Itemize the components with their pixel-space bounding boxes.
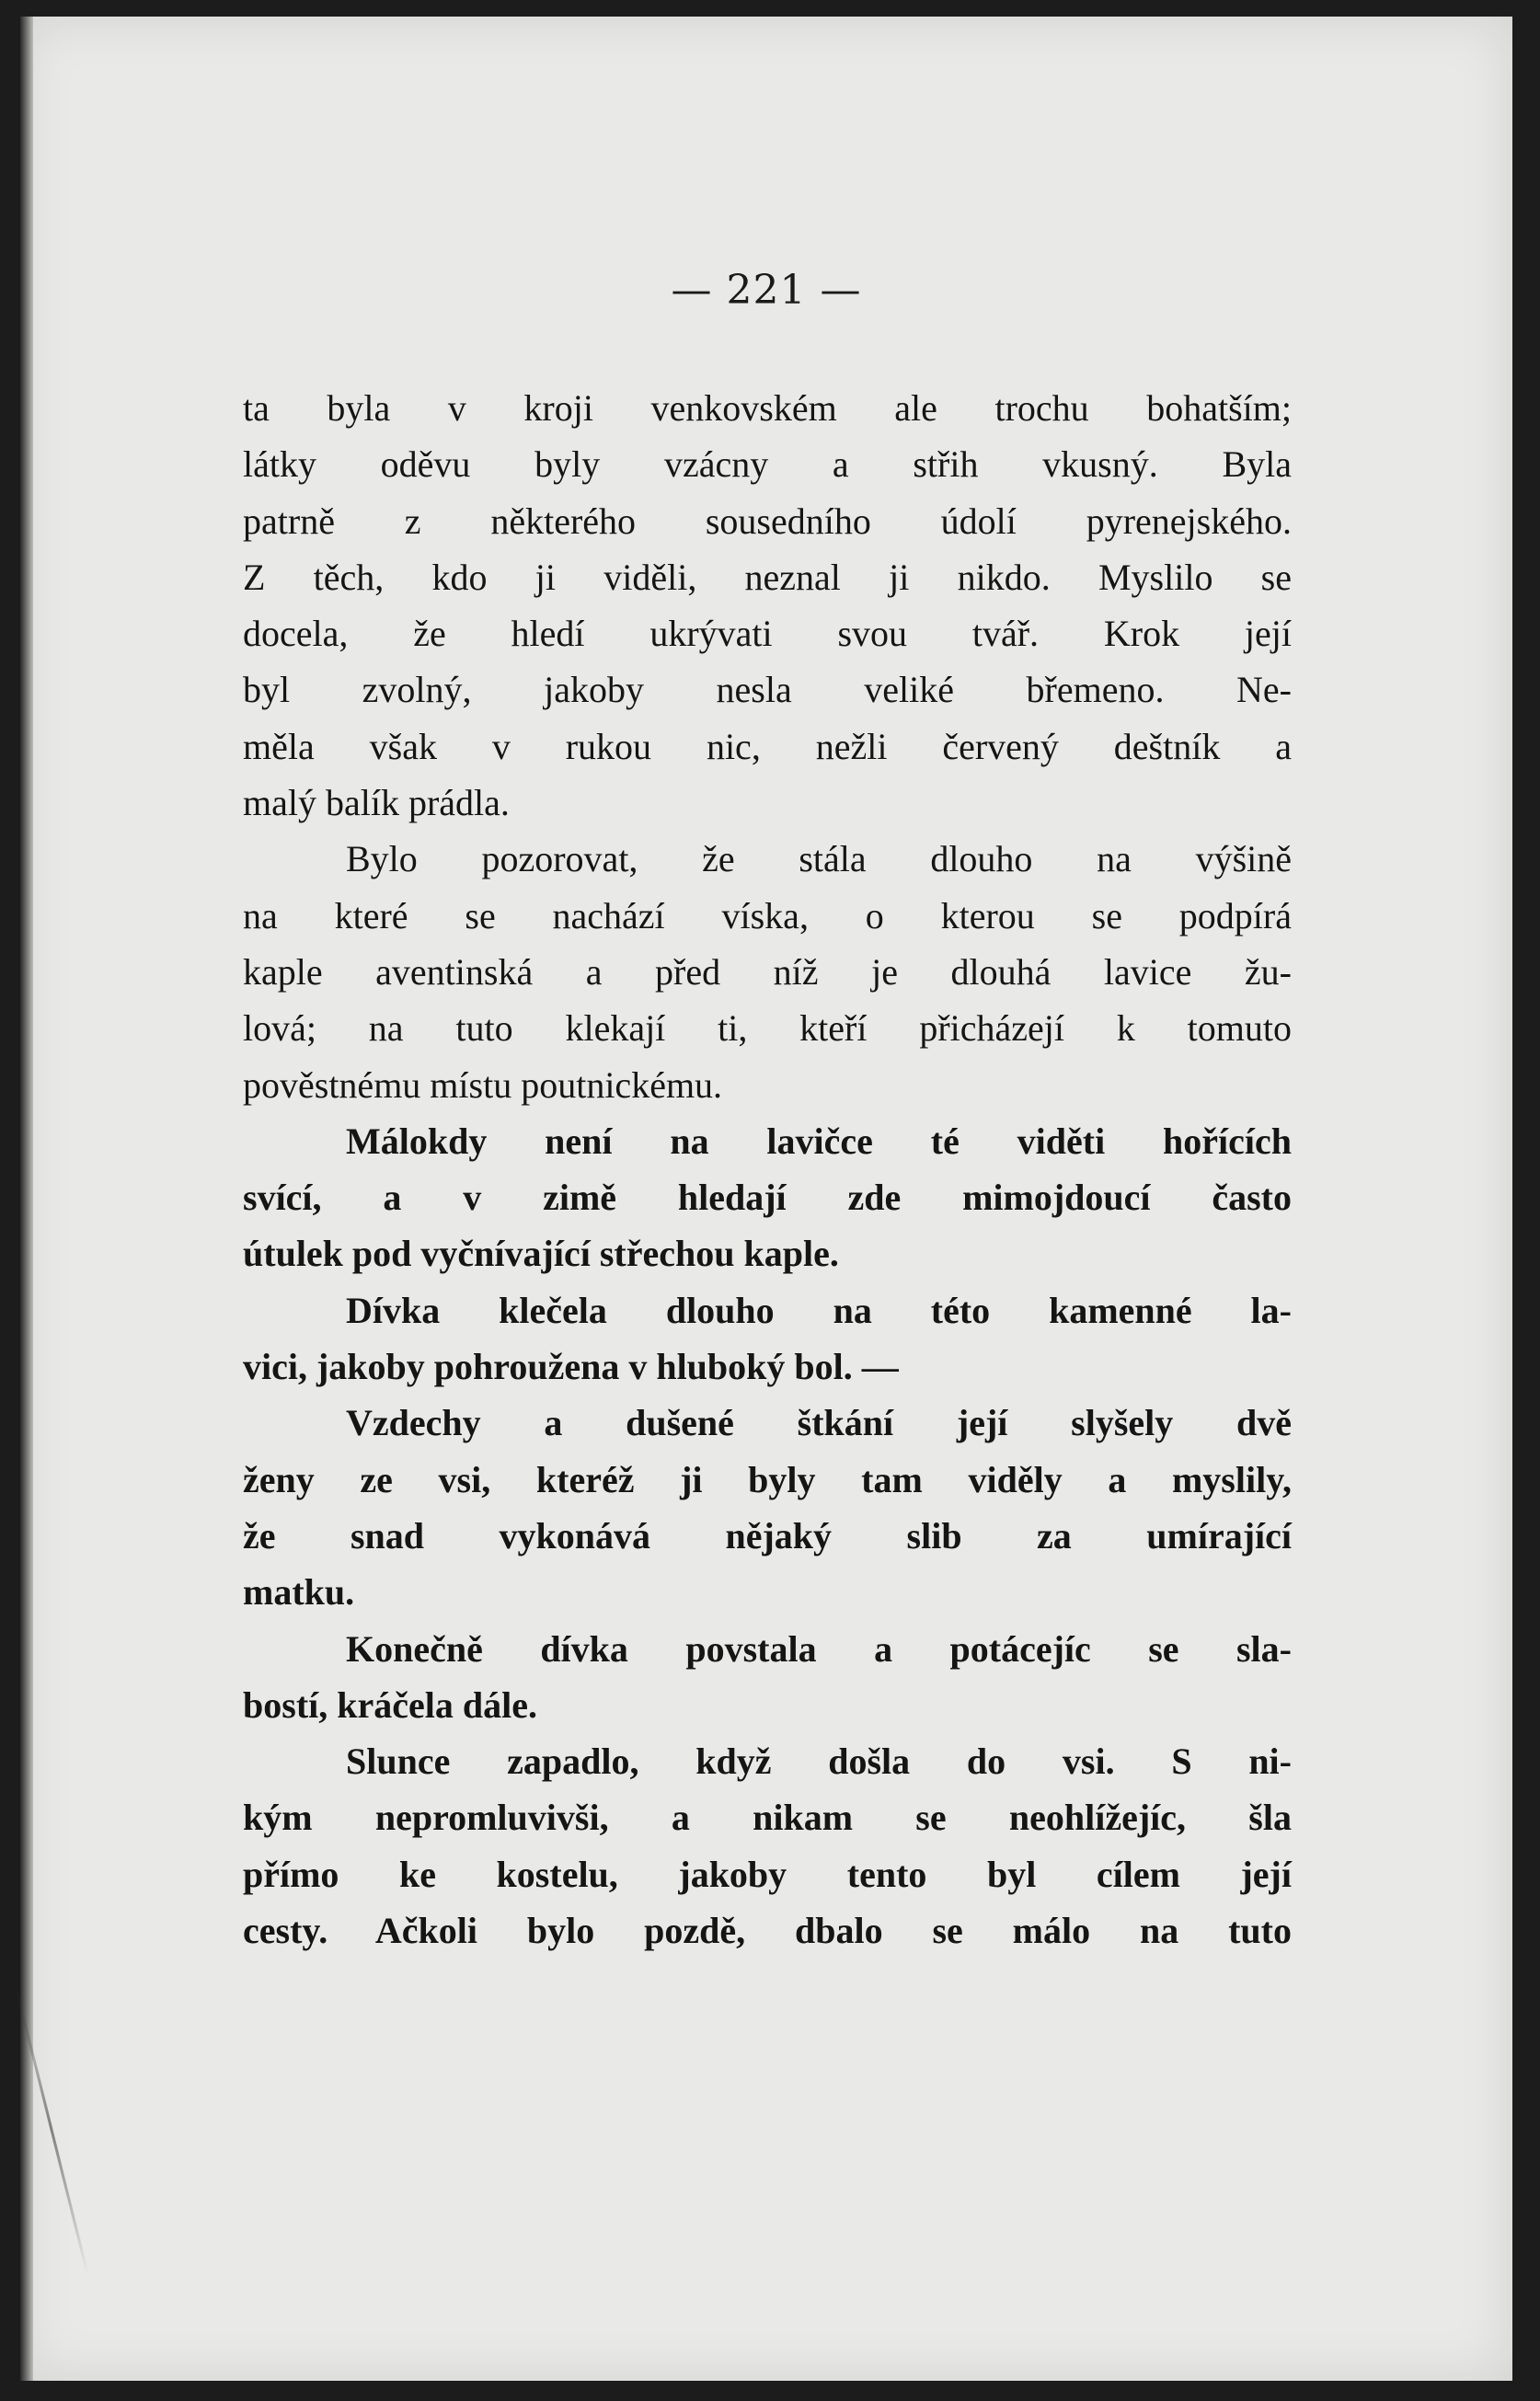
text-line: ta byla v kroji venkovském ale trochu bohatším; xyxy=(243,387,1292,429)
text-line: Málokdy není na lavičce té viděti hořících xyxy=(346,1120,1292,1162)
body-text xyxy=(243,380,1292,1959)
text-line: kým nepromluvivši, a nikam se neohlížejíc, šla xyxy=(243,1797,1292,1839)
text-line: cesty. Ačkoli bylo pozdě, dbalo se málo na tuto xyxy=(243,1910,1292,1952)
text-line: Slunce zapadlo, když došla do vsi. S ni- xyxy=(346,1740,1292,1783)
text-line: Konečně dívka povstala a potácejíc se sla- xyxy=(346,1627,1292,1670)
text-line: ženy ze vsi, kteréž ji byly tam viděly a myslily, xyxy=(243,1458,1292,1500)
text-line: Dívka klečela dlouho na této kamenné la- xyxy=(346,1289,1292,1331)
text-line: přímo ke kostelu, jakoby tento byl cílem její xyxy=(243,1853,1292,1895)
text-line: Bylo pozorovat, že stála dlouho na výšině xyxy=(346,838,1292,880)
text-line: látky oděvu byly vzácny a střih vkusný. Byla xyxy=(243,443,1292,486)
text-line: matku. xyxy=(243,1571,355,1614)
book-page xyxy=(20,17,1512,2381)
text-line: útulek pod vyčnívající střechou kaple. xyxy=(243,1233,839,1275)
text-line: že snad vykonává nějaký slib za umírající xyxy=(243,1514,1292,1557)
text-line: bostí, kráčela dále. xyxy=(243,1683,537,1726)
text-line: vici, jakoby pohroužena v hluboký bol. — xyxy=(243,1346,899,1388)
text-line: patrně z některého sousedního údolí pyrenejského. xyxy=(243,500,1292,542)
text-line: Z těch, kdo ji viděli, neznal ji nikdo. Myslilo se xyxy=(243,556,1292,598)
text-line: kaple aventinská a před níž je dlouhá lavice žu- xyxy=(243,950,1292,993)
text-line: pověstnému místu poutnickému. xyxy=(243,1063,723,1106)
text-line: Vzdechy a dušené štkání její slyšely dvě xyxy=(346,1402,1292,1444)
text-line: svící, a v zimě hledají zde mimojdoucí často xyxy=(243,1177,1292,1219)
text-line: byl zvolný, jakoby nesla veliké břemeno. Ne- xyxy=(243,669,1292,711)
text-line: na které se nachází víska, o kterou se podpírá xyxy=(243,894,1292,936)
text-line: docela, že hledí ukrývati svou tvář. Krok její xyxy=(243,613,1292,655)
text-line: měla však v rukou nic, nežli červený deštník a xyxy=(243,725,1292,767)
text-line: malý balík prádla. xyxy=(243,782,510,824)
page-number: — 221 — xyxy=(671,267,862,314)
text-line: lová; na tuto klekají ti, kteří přicházejí k tomuto xyxy=(243,1007,1292,1050)
